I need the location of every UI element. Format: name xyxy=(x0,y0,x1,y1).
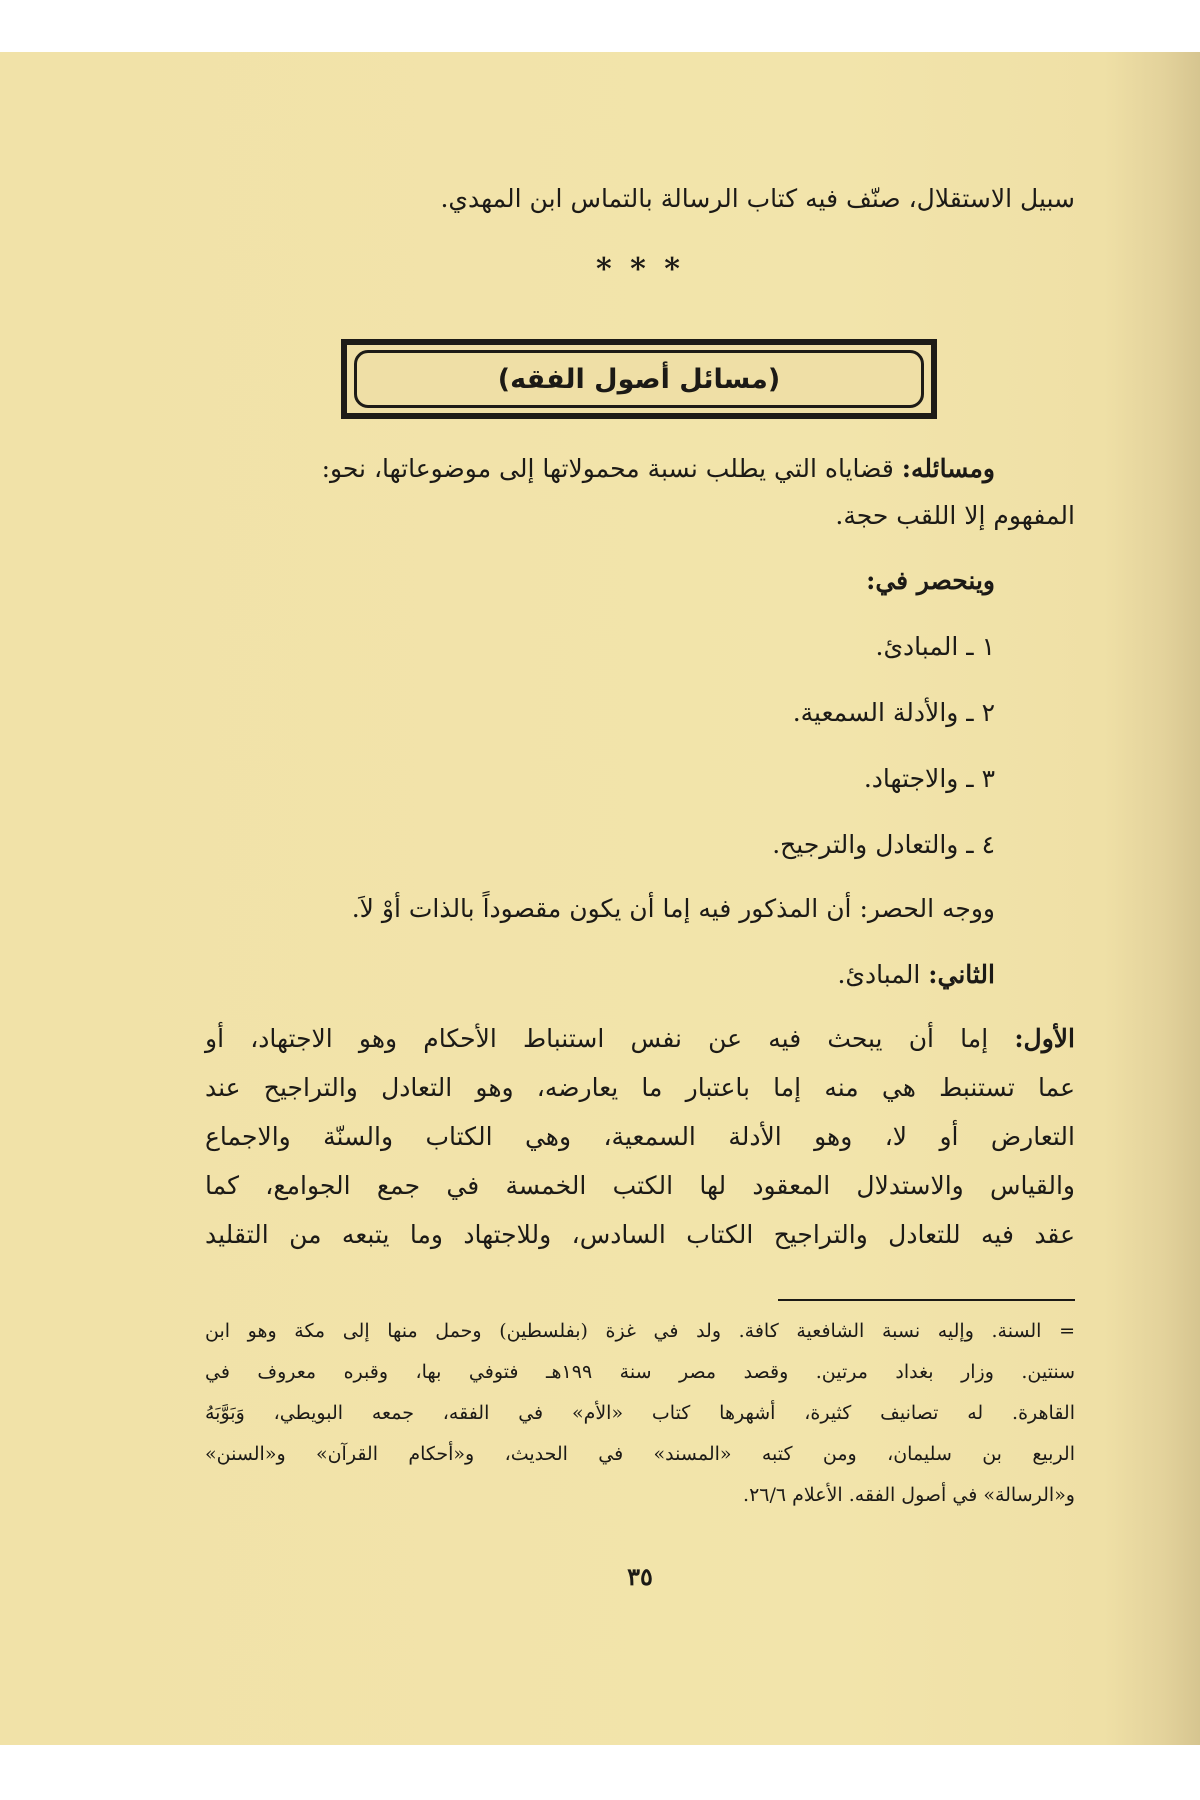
masail-label: ومسائله: xyxy=(901,454,995,483)
section-heading: (مسائل أصول الفقه) xyxy=(497,363,781,395)
section-heading-inner-border xyxy=(354,350,924,408)
list-item-1: ١ ـ المبادئ. xyxy=(875,632,995,661)
awwal-paragraph-line-4: والقياس والاستدلال المعقود لها الكتب الخمسة في جمع الجوامع، كما xyxy=(205,1171,1075,1200)
footnote-divider xyxy=(778,1299,1075,1301)
thani-text: المبادئ. xyxy=(837,960,929,989)
awwal-paragraph-line-1 xyxy=(205,1022,1075,1056)
footnote-line-4: الربيع بن سليمان، ومن كتبه «المسند» في الحديث، و«أحكام القرآن» و«السنن» xyxy=(205,1443,1075,1465)
footnote-line-1: = السنة. وإليه نسبة الشافعية كافة. ولد في غزة (بفلسطين) وحمل منها إلى مكة وهو ابن xyxy=(205,1320,1075,1342)
section-heading-frame xyxy=(341,339,937,419)
masail-paragraph-line-2: المفهوم إلا اللقب حجة. xyxy=(835,501,1075,530)
awwal-paragraph-line-3: التعارض أو لا، وهو الأدلة السمعية، وهي الكتاب والسنّة والاجماع xyxy=(205,1122,1075,1151)
book-page xyxy=(0,52,1200,1745)
page-number: ٣٥ xyxy=(627,1562,653,1591)
masail-text: قضاياه التي يطلب نسبة محمولاتها إلى موضوعاتها، نحو: xyxy=(321,454,902,483)
yanhasir-heading: وينحصر في: xyxy=(866,566,995,595)
footnote-line-3: القاهرة. له تصانيف كثيرة، أشهرها كتاب «الأم» في الفقه، جمعه البويطي، وَبَوَّبَهُ xyxy=(205,1402,1075,1424)
list-item-2: ٢ ـ والأدلة السمعية. xyxy=(792,698,995,727)
intro-line: سبيل الاستقلال، صنّف فيه كتاب الرسالة بالتماس ابن المهدي. xyxy=(440,184,1075,213)
awwal-text: إما أن يبحث فيه عن نفس استنباط الأحكام وهو الاجتهاد، أو xyxy=(205,1024,1015,1053)
footnote-line-5: و«الرسالة» في أصول الفقه. الأعلام ٢٦/٦. xyxy=(743,1484,1075,1506)
awwal-paragraph-line-2: عما تستنبط هي منه إما باعتبار ما يعارضه، وهو التعادل والتراجيح عند xyxy=(205,1073,1075,1102)
masail-paragraph-line-1 xyxy=(322,452,995,486)
wajh-hasr-line: ووجه الحصر: أن المذكور فيه إما أن يكون مقصوداً بالذات أوْ لاَ. xyxy=(351,894,995,923)
list-item-4: ٤ ـ والتعادل والترجيح. xyxy=(772,830,995,859)
list-item-3: ٣ ـ والاجتهاد. xyxy=(863,764,995,793)
footnote-line-2: سنتين. وزار بغداد مرتين. وقصد مصر سنة ١٩٩هـ فتوفي بها، وقبره معروف في xyxy=(205,1361,1075,1383)
awwal-paragraph-line-5: عقد فيه للتعادل والتراجيح الكتاب السادس، وللاجتهاد وما يتبعه من التقليد xyxy=(205,1220,1075,1249)
awwal-label: الأول: xyxy=(1014,1024,1075,1053)
thani-line xyxy=(837,958,995,992)
section-separator-stars: * * * xyxy=(596,252,684,287)
thani-label: الثاني: xyxy=(928,960,995,989)
